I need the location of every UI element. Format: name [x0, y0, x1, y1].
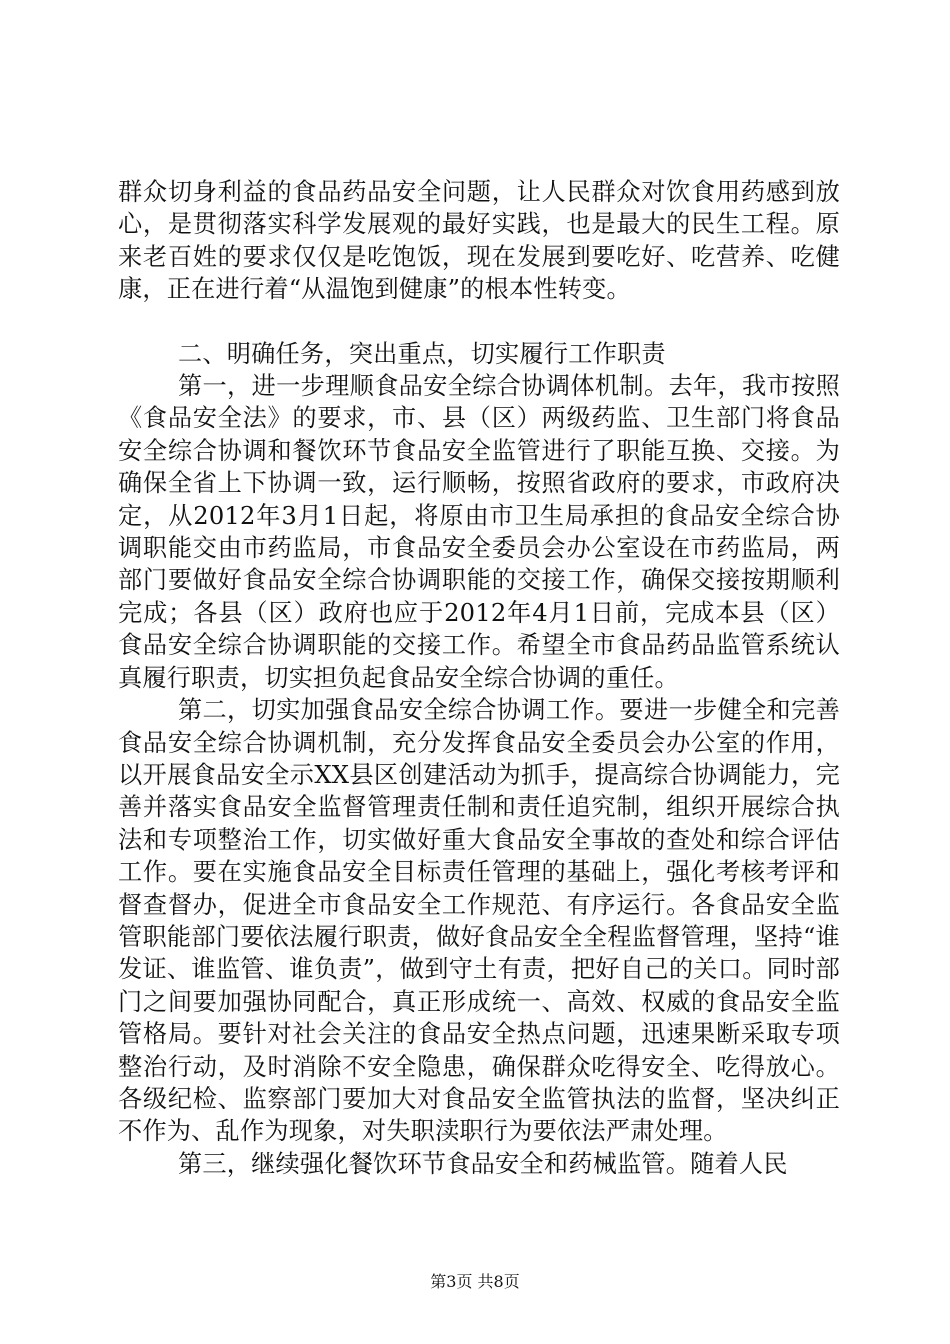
page-footer: 第3页 共8页: [430, 1272, 520, 1291]
paragraph-first: 第一，进一步理顺食品安全综合协调体机制。去年，我市按照《食品安全法》的要求，市、县（区）两级药监、卫生部门将食品安全综合协调和餐饮环节食品安全监管进行了职能互换、交接。为确保全省上下协调一致，运行顺畅，按照省政府的要求，市政府决定，从2012年3月1日起，将原由市卫生局承担的食品安全综合协调职能交由市药监局，市食品安全委员会办公室设在市药监局，两部门要做好食品安全综合协调职能的交接工作，确保交接按期顺利完成；各县（区）政府也应于2012年4月1日前，完成本县（区）食品安全综合协调职能的交接工作。希望全市食品药品监管系统认真履行职责，切实担负起食品安全综合协调的重任。: [118, 372, 840, 692]
paragraph-intro: 群众切身利益的食品药品安全问题，让人民群众对饮食用药感到放心，是贯彻落实科学发展观的最好实践，也是最大的民生工程。原来老百姓的要求仅仅是吃饱饭，现在发展到要吃好、吃营养、吃健康，正在进行着“从温饱到健康”的根本性转变。: [118, 178, 840, 304]
section-heading: 二、明确任务，突出重点，切实履行工作职责: [178, 339, 666, 368]
paragraph-second: 第二，切实加强食品安全综合协调工作。要进一步健全和完善食品安全综合协调机制，充分发挥食品安全委员会办公室的作用，以开展食品安全示XX县区创建活动为抓手，提高综合协调能力，完善并落实食品安全监督管理责任制和责任追究制，组织开展综合执法和专项整治工作，切实做好重大食品安全事故的查处和综合评估工作。要在实施食品安全目标责任管理的基础上，强化考核考评和督查督办，促进全市食品安全工作规范、有序运行。各食品安全监管职能部门要依法履行职责，做好食品安全全程监督管理，坚持“谁发证、谁监管、谁负责”，做到守土有责，把好自己的关口。同时部门之间要加强协同配合，真正形成统一、高效、权威的食品安全监管格局。要针对社会关注的食品安全热点问题，迅速果断采取专项整治行动，及时消除不安全隐患，确保群众吃得安全、吃得放心。各级纪检、监察部门要加大对食品安全监管执法的监督，坚决纠正不作为、乱作为现象，对失职渎职行为要依法严肃处理。: [118, 696, 840, 1146]
document-body: [118, 176, 840, 1180]
paragraph-third: 第三，继续强化餐饮环节食品安全和药械监管。随着人民: [178, 1149, 788, 1178]
paragraph-gap: [118, 306, 840, 338]
